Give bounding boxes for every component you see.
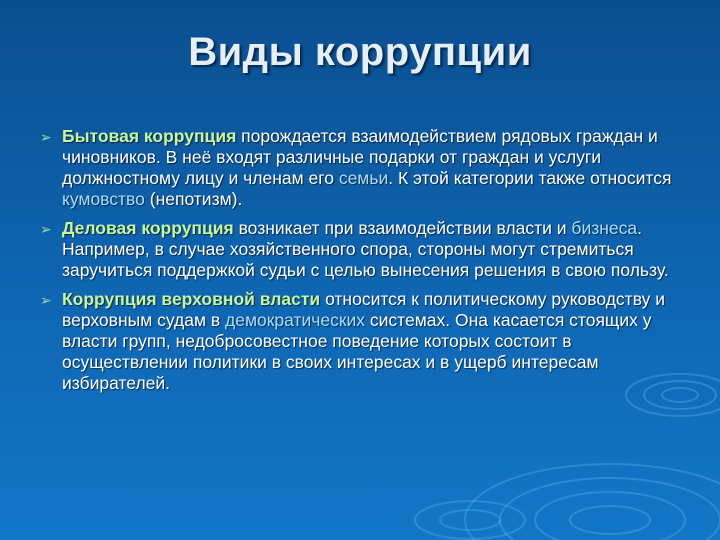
term-label: Деловая коррупция — [62, 218, 234, 238]
list-item — [40, 289, 680, 394]
item-text-part: возникает при взаимодействии власти и — [233, 218, 572, 238]
item-text-part: относится к политическому руководству и верховным судам в — [62, 289, 665, 330]
link-business[interactable]: бизнеса — [571, 218, 638, 238]
slide-title: Виды коррупции — [188, 30, 532, 74]
link-family[interactable]: семьи — [338, 168, 389, 188]
arrow-bullet-icon: ➢ — [40, 221, 52, 237]
arrow-bullet-icon: ➢ — [40, 129, 52, 145]
item-text-part: . Например, в случае хозяйственного спора, стороны могут стремиться заручиться поддержкой судьи с целью вынесения решения в свою пользу. — [62, 218, 669, 280]
term-label: Бытовая коррупция — [62, 126, 237, 146]
item-text-part: порождается взаимодействием рядовых граждан и чиновников. В неё входят различные подарки от граждан и услуги должностному лицу и членам его — [62, 126, 658, 188]
list-item — [40, 218, 680, 281]
arrow-bullet-icon: ➢ — [40, 292, 52, 308]
item-text — [62, 289, 680, 394]
term-label: Коррупция верховной власти — [62, 289, 321, 309]
link-nepotism[interactable]: кумовство — [62, 189, 145, 209]
item-text-part: (непотизм). — [144, 189, 243, 209]
link-democratic[interactable]: демократических — [225, 310, 366, 330]
list-item — [40, 126, 680, 210]
item-text-part: . К этой категории также относится — [388, 168, 672, 188]
item-text — [62, 218, 680, 281]
item-text-part: системах. Она касается стоящих у власти групп, недобросовестное поведение которых состоит в осуществлении политики в своих интересах и в ущерб интересам избирателей. — [62, 310, 652, 393]
item-text — [62, 126, 680, 210]
bullet-list — [40, 126, 680, 402]
